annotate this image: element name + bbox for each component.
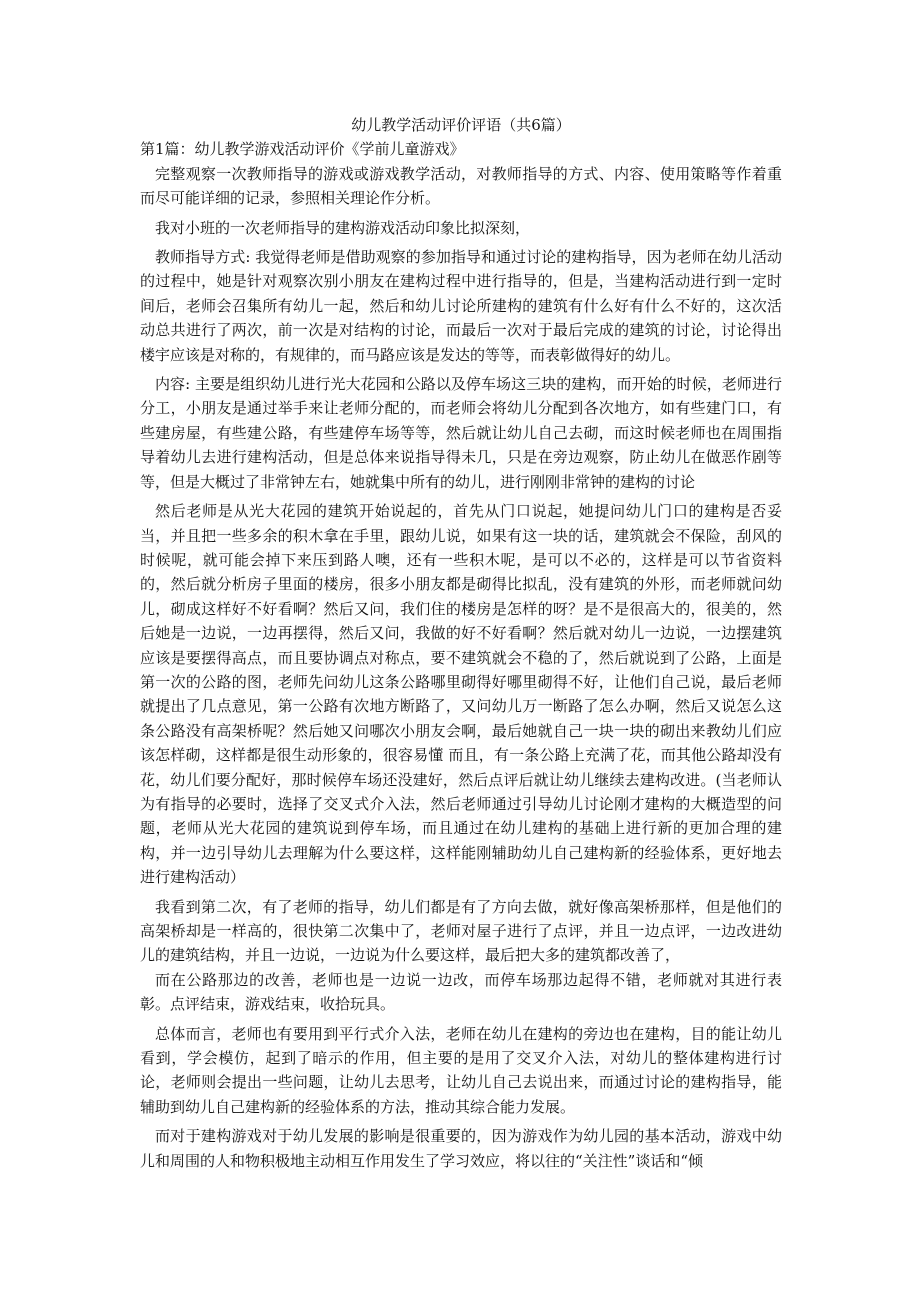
paragraph-second-round: 我看到第二次，有了老师的指导，幼儿们都是有了方向去做，就好像高架桥那样，但是他们的高架桥却是一样高的，很快第二次集中了，老师对屋子进行了点评，并且一边点评，一边改进幼儿的建筑结构，并且一边说，一边说为什么要这样，最后把大多的建筑都改善了，: [140, 897, 782, 965]
section-heading: 第1篇：幼儿教学游戏活动评价《学前儿童游戏》: [140, 140, 465, 159]
paragraph-discussion: 然后老师是从光大花园的建筑开始说起的，首先从门口说起，她提问幼儿门口的建构是否妥当，并且把一些多余的积木拿在手里，跟幼儿说，如果有这一块的话，建筑就会不保险，刮风的时候呢，就可能会掉下来压到路人噢，还有一些积木呢，是可以不必的，这样是可以节省资料的，然后就分析房子里面的楼房，很多小朋友都是砌得比拟乱，没有建筑的外形，而老师就问幼儿，砌成这样好不好看啊？然后又问，我们住的楼房是怎样的呀？是不是很高大的，很美的，然后她是一边说，一边再摆得，然后又问，我做的好不好看啊？然后就对幼儿一边说，一边摆建筑应该是要摆得高点，而且要协调点对称点，要不建筑就会不稳的了，然后就说到了公路，上面是第一次的公路的图，老师先问幼儿这条公路哪里砌得好哪里砌得不好，让他们自己说，最后老师就提出了几点意见，第一公路有次地方断路了，又问幼儿万一断路了怎么办啊，然后又说怎么这条公路没有高架桥呢？然后她又问哪次小朋友会啊，最后她就自己一块一块的砌出来教幼儿们应该怎样砌，这样都是很生动形象的，很容易懂 而且，有一条公路上充满了花，而其他公路却没有花，幼儿们要分配好，那时候停车场还没建好，然后点评后就让幼儿继续去建构改进。(当老师认为有指导的必要时，选择了交叉式介入法，然后老师通过引导幼儿讨论刚才建构的大概造型的问题，老师从光大花园的建筑说到停车场，而且通过在幼儿建构的基础上进行新的更加合理的建构，并一边引导幼儿去理解为什么要这样，这样能刚辅助幼儿自己建构新的经验体系，更好地去进行建构活动）: [140, 502, 782, 887]
paragraph-content: 内容: 主要是组织幼儿进行光大花园和公路以及停车场这三块的建构，而开始的时候，老师进行分工，小朋友是通过举手来让老师分配的，而老师会将幼儿分配到各次地方，如有些建门口，有些建房屋，有些建公路，有些建停车场等等，然后就让幼儿自己去砌，而这时候老师也在周围指导着幼儿去进行建构活动，但是总体来说指导得未几，只是在旁边观察，防止幼儿在做恶作剧等等，但是大概过了非常钟左右，她就集中所有的幼儿，进行刚刚非常钟的建构的讨论: [140, 375, 782, 491]
document-page: [140, 113, 782, 1178]
document-title: 幼儿教学活动评价评语（共6篇）: [351, 116, 571, 134]
paragraph-intro: 完整观察一次教师指导的游戏或游戏教学活动，对教师指导的方式、内容、使用策略等作着重而尽可能详细的记录，参照相关理论作分析。: [140, 164, 782, 208]
paragraph-summary: 总体而言，老师也有要用到平行式介入法，老师在幼儿在建构的旁边也在建构，目的能让幼儿看到，学会模仿，起到了暗示的作用，但主要的是用了交叉介入法，对幼儿的整体建构进行讨论，老师则会提出一些问题，让幼儿去思考，让幼儿自己去说出来，而通过讨论的建构指导，能辅助到幼儿自己建构新的经验体系的方法，推动其综合能力发展。: [140, 1024, 782, 1116]
paragraph-road-improvement: 而在公路那边的改善，老师也是一边说一边改，而停车场那边起得不错，老师就对其进行表彰。点评结束，游戏结束，收拾玩具。: [140, 970, 782, 1014]
paragraph-impression: 我对小班的一次老师指导的建构游戏活动印象比拟深刻，: [155, 218, 531, 237]
paragraph-impact: 而对于建构游戏对于幼儿发展的影响是很重要的，因为游戏作为幼儿园的基本活动，游戏中幼儿和周围的人和物积极地主动相互作用发生了学习效应，将以往的“关注性”谈话和“倾: [140, 1127, 782, 1170]
paragraph-guidance-method: 教师指导方式: 我觉得老师是借助观察的参加指导和通过讨论的建构指导，因为老师在幼儿活动的过程中，她是针对观察次别小朋友在建构过程中进行指导的，但是，当建构活动进行到一定时间后，老师会召集所有幼儿一起，然后和幼儿讨论所建构的建筑有什么好有什么不好的，这次活动总共进行了两次，前一次是对结构的讨论，而最后一次对于最后完成的建筑的讨论，讨论得出楼宇应该是对称的，有规律的，而马路应该是发达的等等，而表彰做得好的幼儿。: [140, 248, 782, 364]
